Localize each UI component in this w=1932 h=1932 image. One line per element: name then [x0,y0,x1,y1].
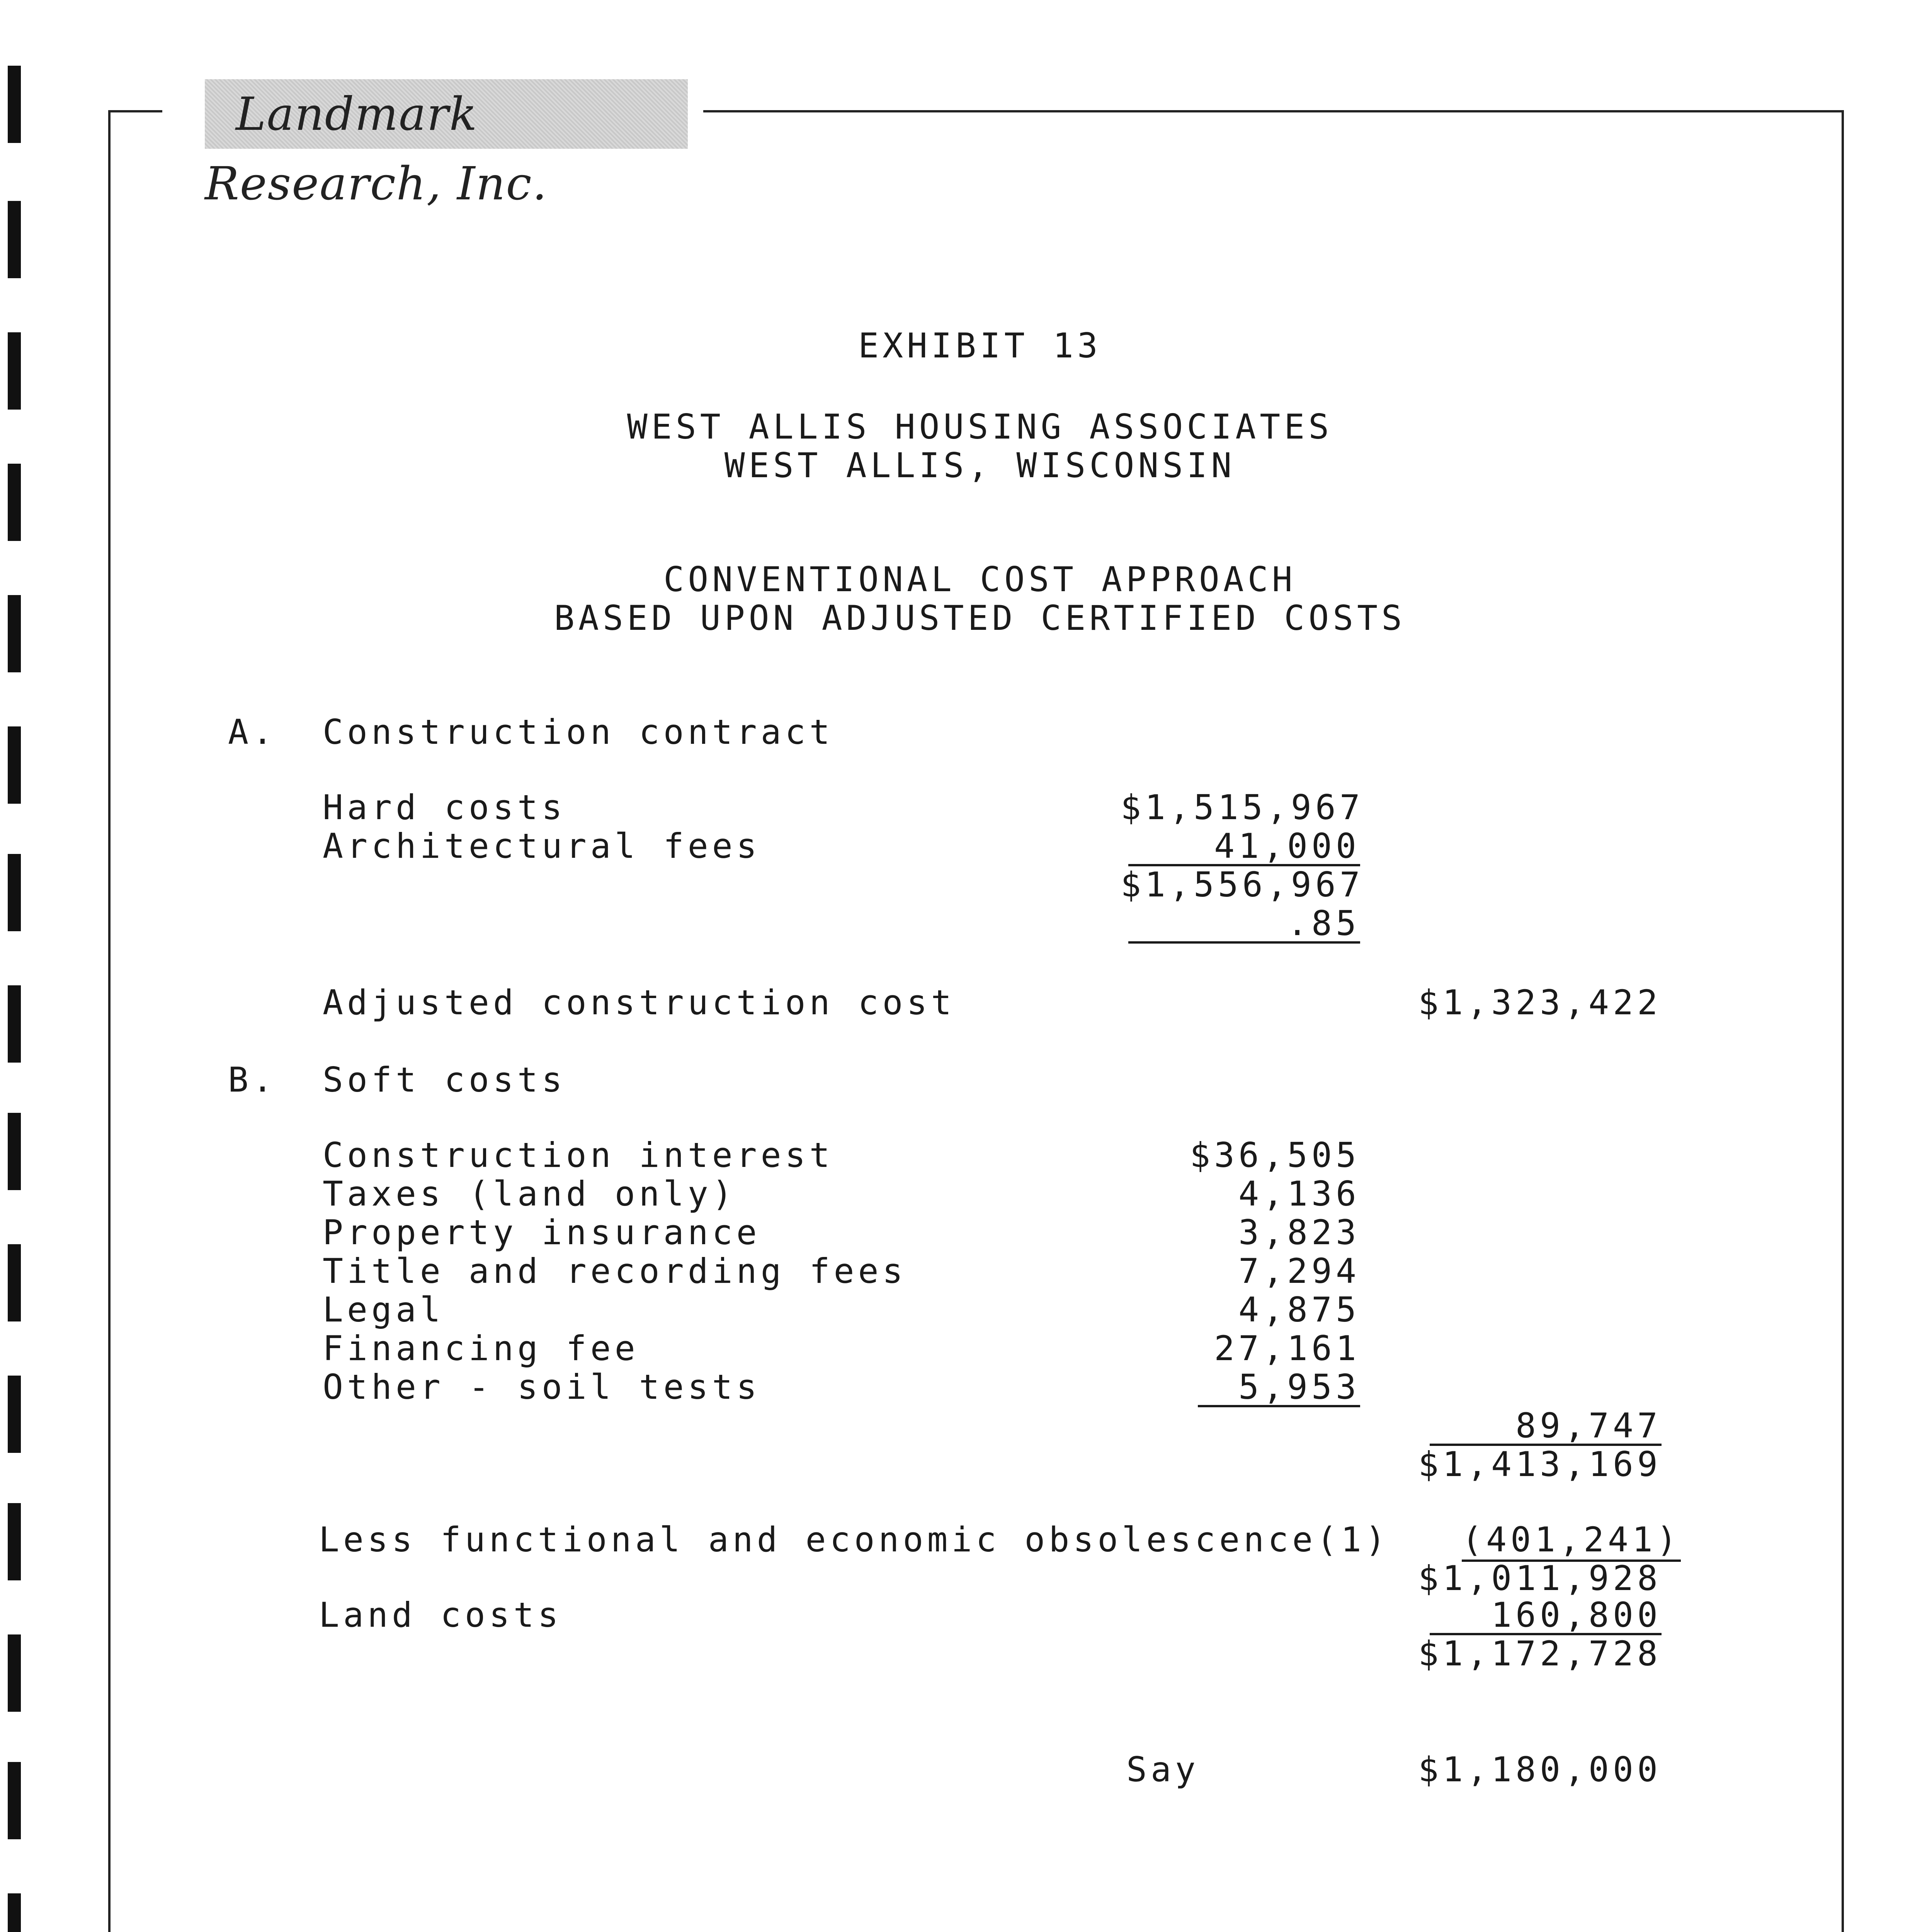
entity-name: WEST ALLIS HOUSING ASSOCIATES [627,407,1333,447]
soft-costs-total: 89,747 [1430,1406,1662,1446]
obsolescence-value [1430,1520,1681,1559]
soft-cost-label: Title and recording fees [323,1251,907,1291]
binder-mark [8,1503,21,1580]
hard-costs-label: Hard costs [323,787,566,827]
logo-text: Landmark Research, Inc. [205,87,548,210]
entity-location: WEST ALLIS, WISCONSIN [724,446,1236,485]
section-a-marker: A. [228,712,277,752]
soft-cost-value: 3,823 [1238,1213,1360,1252]
hard-costs-value: $1,515,967 [1121,787,1364,827]
section-a-heading: Construction contract [323,712,834,752]
binder-mark [8,201,21,278]
adjusted-cost-value: $1,323,422 [1418,983,1662,1022]
arch-fees-label: Architectural fees [323,826,761,866]
total-value: $1,172,728 [1418,1634,1662,1673]
running-total-2: $1,011,928 [1418,1558,1662,1598]
binder-mark [8,854,21,931]
binder-mark [8,1376,21,1453]
soft-cost-label: Property insurance [323,1213,761,1252]
soft-cost-label: Financing fee [323,1328,639,1368]
adjusted-cost-label: Adjusted construction cost [323,983,956,1022]
binder-mark [8,726,21,804]
subtotal-value: $1,556,967 [1121,865,1364,905]
soft-cost-value: 7,294 [1238,1251,1360,1291]
soft-cost-value: 5,953 [1198,1368,1360,1407]
obsolescence-amount: (401,241) [1462,1520,1681,1562]
soft-cost-label: Taxes (land only) [323,1174,736,1214]
binder-mark [8,1244,21,1321]
soft-cost-value: $36,505 [1190,1135,1360,1175]
binder-mark [8,1634,21,1712]
soft-cost-label: Legal [323,1290,444,1330]
binder-mark [8,1893,21,1932]
company-logo [205,79,688,210]
binder-mark [8,1113,21,1190]
soft-cost-value: 27,161 [1214,1328,1360,1368]
binder-mark [8,66,21,143]
soft-cost-label: Other - soil tests [323,1367,761,1407]
exhibit-title: EXHIBIT 13 [858,326,1102,366]
land-costs-value: 160,800 [1430,1596,1662,1635]
running-total-1: $1,413,169 [1418,1444,1662,1484]
approach-subtitle: BASED UPON ADJUSTED CERTIFIED COSTS [554,598,1406,638]
binder-mark [8,1762,21,1839]
section-b-marker: B. [228,1060,277,1100]
section-b-heading: Soft costs [323,1060,566,1100]
soft-cost-value: 4,875 [1238,1290,1360,1330]
binder-mark [8,985,21,1063]
land-costs-label: Land costs [319,1595,562,1635]
soft-cost-value: 4,136 [1238,1174,1360,1214]
say-label: Say [1126,1750,1199,1789]
approach-title: CONVENTIONAL COST APPROACH [663,560,1296,599]
soft-cost-label: Construction interest [323,1135,834,1175]
factor-value: .85 [1128,904,1360,944]
obsolescence-label: Less functional and economic obsolescence(1) [319,1520,1390,1560]
arch-fees-value: 41,000 [1128,827,1360,866]
say-value: $1,180,000 [1418,1750,1662,1789]
